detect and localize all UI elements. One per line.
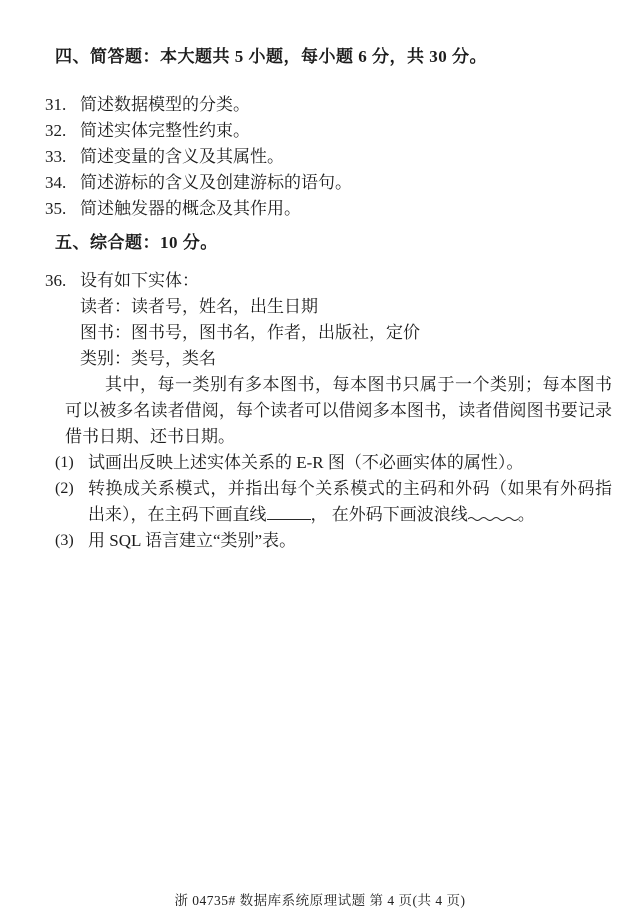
question-number: 32. [45,121,67,140]
subquestion-2 [55,476,612,528]
question-36-description: 其中，每一类别有多本图书，每本图书只属于一个类别；每本图书可以被多名读者借阅，每个读者可以借阅多本图书，读者借阅图书要记录借书日期、还书日期。 [65,375,612,446]
question-33 [45,144,612,170]
subquestion-text-part3: 。 [517,505,535,524]
subquestion-text-part1: 转换成关系模式，并指出每个关系模式的主码和外码（如果有外码指出来），在主码下画直线 [88,479,612,524]
page-footer: 浙 04735# 数据库系统原理试题 第 4 页(共 4 页) [174,893,466,908]
subquestion-1 [55,450,612,476]
question-text: 简述变量的含义及其属性。 [80,147,284,166]
section5-heading: 五、综合题：10 分。 [55,233,218,252]
subquestion-3 [55,528,612,554]
question-text: 简述实体完整性约束。 [80,121,250,140]
question-text: 简述游标的含义及创建游标的语句。 [80,173,352,192]
question-number: 31. [45,95,67,114]
question-number: 35. [45,199,67,218]
question-text: 设有如下实体： [80,271,199,290]
subquestion-text: 试画出反映上述实体关系的 E-R 图（不必画实体的属性）。 [88,453,524,472]
question-number: 33. [45,147,67,166]
entity-reader: 读者：读者号，姓名，出生日期 [80,297,318,316]
question-31 [45,92,612,118]
straight-underline-blank [267,515,311,520]
subquestion-number: (1) [55,454,74,471]
question-text: 简述数据模型的分类。 [80,95,250,114]
subquestion-text [88,476,612,528]
subquestion-number: (3) [55,532,74,549]
entity-book: 图书：图书号，图书名，作者，出版社，定价 [80,323,420,342]
section4-heading: 四、简答题：本大题共 5 小题，每小题 6 分，共 30 分。 [55,47,487,66]
question-36 [45,268,612,554]
question-36-intro [45,268,612,294]
subquestion-number: (2) [55,480,74,497]
subquestion-text: 用 SQL 语言建立“类别”表。 [88,531,297,550]
subquestion-text-part2: ， 在外码下画波浪线 [310,505,468,524]
section4-items [45,92,612,222]
entity-category: 类别：类号，类名 [80,349,216,368]
question-32 [45,118,612,144]
question-text: 简述触发器的概念及其作用。 [80,199,301,218]
question-35 [45,196,612,222]
question-number: 36. [45,271,67,290]
question-34 [45,170,612,196]
question-number: 34. [45,173,67,192]
wavy-underline-blank [468,514,518,520]
